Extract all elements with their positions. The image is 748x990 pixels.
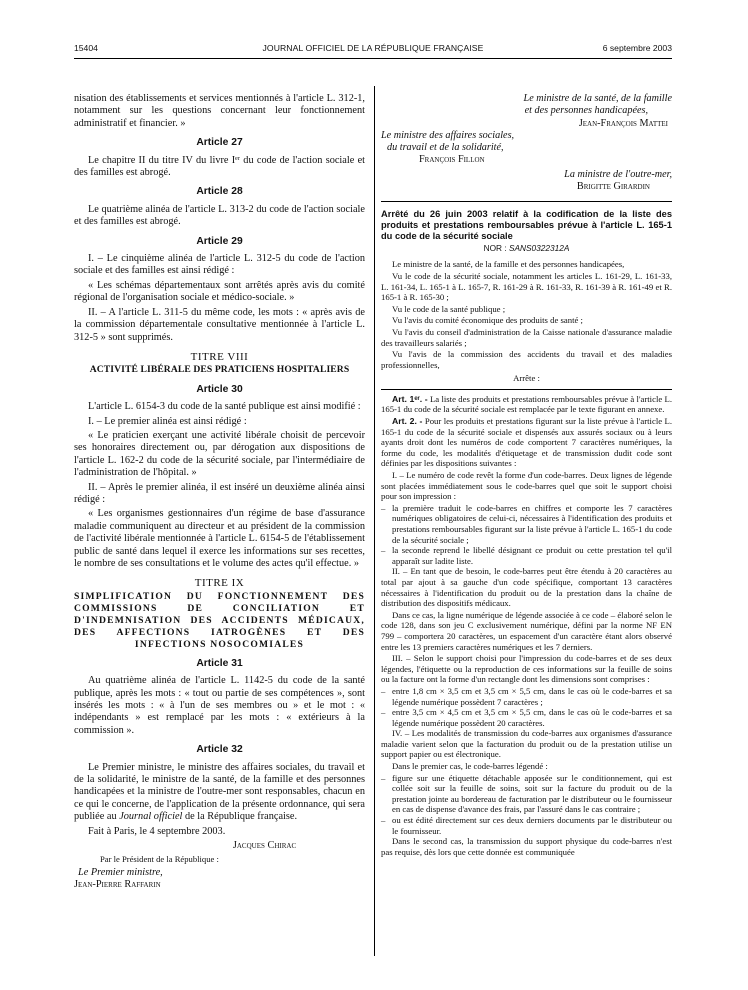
titre-8-subtitle: ACTIVITÉ LIBÉRALE DES PRATICIENS HOSPITALIERS (89, 364, 350, 376)
section-4-second-case: Dans le second cas, la transmission du support physique du code-barres n'est pas requise, dès lors que cette donnée est communiquée (381, 836, 672, 857)
article-31-heading: Article 31 (196, 657, 243, 669)
article-32-text (74, 762, 365, 824)
pm-title: Le Premier ministre, (78, 866, 163, 878)
list-item: – la première traduit le code-barres en chiffres et comporte les 7 caractères numériques obligatoires de celui-ci, nécessaires à l'identification des produits et prestations remboursables figurant sur la liste prévue à l'article L. 165-1 du code de la sécurité sociale ; (392, 503, 672, 545)
nor-reference (381, 243, 672, 254)
arrete-word: Arrête : (513, 373, 540, 384)
article-1-text: La liste des produits et prestations remboursables prévue à l'article L. 165-1 du code de la sécurité sociale est remplacée par le texte figurant en annexe. (381, 393, 673, 415)
journal-title: JOURNAL OFFICIEL DE LA RÉPUBLIQUE FRANÇAISE (262, 43, 484, 53)
visa-5: Vu l'avis du conseil d'administration de la Caisse nationale d'assurance maladie des travailleurs salariés ; (381, 326, 672, 348)
header-rule (74, 58, 672, 59)
article-30-heading: Article 30 (196, 383, 243, 395)
article-29-heading: Article 29 (196, 235, 243, 247)
minister-sante-title-1: Le ministre de la santé, de la famille (523, 93, 672, 104)
article-32-heading: Article 32 (196, 744, 243, 756)
president-by: Par le Président de la République : (100, 853, 219, 864)
minister-affaires-title-1: Le ministre des affaires sociales, (381, 129, 515, 141)
visa-4: Vu l'avis du comité économique des produits de santé ; (392, 315, 583, 326)
page-number: 15404 (74, 43, 98, 53)
section-3: III. – Selon le support choisi pour l'impression du code-barres et de ses deux légendes, l'étiquette ou la reproduction de ces informations sur la feuille de soins ou la facture ont la forme d'un rectangle dont les dimensions sont comprises : (381, 653, 672, 685)
journal-officiel-ref: Journal officiel (119, 811, 183, 823)
titre-9-heading: TITRE IX (194, 577, 245, 590)
right-column (381, 93, 672, 858)
list-item: – entre 1,8 cm × 3,5 cm et 3,5 cm × 5,5 cm, dans le cas où le code-barres et sa légende numérique possèdent 7 caractères ; (392, 686, 672, 707)
article-30-para-3: « Le praticien exerçant une activité libérale choisit de percevoir ses honoraires directement ou, par dérogation aux dispositions de l'article L. 162-2 du code de la sécurité sociale, par l'intermédiaire de l'administration de l'hôpital. » (74, 429, 365, 479)
visa-2: Vu le code de la sécurité sociale, notamment les articles L. 161-29, L. 161-33, L. 161-34, L. 165-1 à L. 165-7, R. 161-29 à R. 161-33, R. 161-39 à R. 161-49 et R. 165-1 à R. 165-30 ; (381, 270, 672, 303)
pm-name: Jean-Pierre Raffarin (74, 879, 161, 891)
section-3-list (381, 686, 672, 728)
section-1-list (381, 503, 672, 567)
article-28-heading: Article 28 (196, 186, 243, 198)
ministers-signatures (381, 93, 672, 193)
section-4-list (381, 773, 672, 837)
list-item: – entre 3,5 cm × 4,5 cm et 3,5 cm × 5,5 cm, dans le cas où le code-barres et sa légende numérique possèdent 20 caractères. (392, 707, 672, 728)
minister-affaires-name: François Fillon (419, 154, 485, 166)
nor-label: NOR : (483, 242, 507, 253)
article-27-heading: Article 27 (196, 137, 243, 149)
list-item: – la seconde reprend le libellé désignant ce produit ou cette prestation tel qu'il apparaît sur ladite liste. (392, 545, 672, 566)
titre-8-heading: TITRE VIII (190, 350, 249, 363)
minister-sante-name: Jean-François Mattei (578, 117, 668, 129)
page-header (74, 43, 672, 57)
article-2 (381, 416, 672, 469)
president-name: Jacques Chirac (232, 840, 297, 852)
article-30-para-1: L'article L. 6154-3 du code de la santé publique est ainsi modifié : (88, 401, 361, 413)
article-30-para-5: « Les organismes gestionnaires d'un régime de base d'assurance maladie communiquent au directeur et au président de la commission de l'activité libérale mentionnée à l'article L. 6154-5 de l'établissement public de santé dans lequel il exerce les informations sur ses recettes, le nombre de ses consultations et le volume des actes qu'il effectue. » (74, 508, 365, 569)
continued-paragraph: nisation des établissements et services mentionnés à l'article L. 312-1, notamment sur les questions concernant leur fonctionnement administratif et financier. » (74, 93, 365, 129)
article-29-para-2: « Les schémas départementaux sont arrêtés après avis du comité régional de l'organisation sociale et médico-sociale. » (74, 279, 365, 304)
column-divider (374, 86, 375, 956)
minister-sante-title-2: et des personnes handicapées, (524, 105, 648, 117)
article-2-text: Pour les produits et prestations figurant sur la liste prévue à l'article L. 165-1 du code de la sécurité sociale et dispensés aux assurés sociaux ou à leurs ayants droit dont les numéros de code comportent 7 caractères numériques, la forme du code, les modalités d'étiquetage et de transmission dudit code sont définies par les dispositions suivantes : (381, 416, 672, 469)
article-1 (381, 394, 672, 415)
section-1: I. – Le numéro de code revêt la forme d'un code-barres. Deux lignes de légende sont placées immédiatement sous le code-barres quel que soit le support choisi pour son impression : (381, 470, 672, 502)
list-item: – ou est édité directement sur ces deux derniers documents par le distributeur ou le fournisseur. (392, 815, 672, 836)
list-item: – figure sur une étiquette détachable apposée sur le conditionnement, qui est collée soit sur la feuille de soins, soit sur la facture du produit ou de la prestation jointe au bordereau de facturation par le distributeur ou le fournisseur en cas de dispense d'avance des frais, par l'assuré dans le cas contraire ; (392, 773, 672, 815)
article-29-para-3: II. – A l'article L. 311-5 du même code, les mots : « après avis de la commission départementale consultative mentionnée à l'article L. 312-5 » sont supprimés. (74, 306, 365, 343)
article-31-text: Au quatrième alinéa de l'article L. 1142-5 du code de la santé publique, après les mots : « tout ou partie de ses compétences », sont insérés les mots : « à l'un de ses membres ou » et le mot : « indépendants » est remplacé par les mots : « extérieurs à la commission ». (74, 675, 365, 736)
arrete-separator (381, 389, 672, 390)
minister-outremer-title: La ministre de l'outre-mer, (564, 168, 672, 180)
article-32-text-c: de la République française. (182, 811, 298, 823)
minister-outremer-name: Brigitte Girardin (576, 181, 650, 193)
place-date: Fait à Paris, le 4 septembre 2003. (88, 825, 226, 837)
issue-date: 6 septembre 2003 (602, 43, 672, 53)
article-30-para-4: II. – Après le premier alinéa, il est inséré un deuxième alinéa ainsi rédigé : (74, 481, 365, 505)
section-4-first-case: Dans le premier cas, le code-barres légendé : (392, 761, 548, 772)
article-27-text: Le chapitre II du titre IV du livre Iᵉʳ du code de l'action sociale et des familles est abrogé. (74, 154, 365, 179)
section-2: II. – En tant que de besoin, le code-barres peut être étendu à 20 caractères au total par ajout à sa gauche d'un code spécifique, comportant 13 caractères nécessaires à l'identification du produit ou de la prestation dans la chaîne de distribution des dispositifs médicaux. (381, 566, 672, 609)
article-30-para-2: I. – Le premier alinéa est ainsi rédigé : (88, 415, 247, 427)
section-separator (381, 201, 672, 202)
article-2-label: Art. 2. - (392, 416, 423, 427)
titre-9-subtitle: SIMPLIFICATION DU FONCTIONNEMENT DES COMMISSIONS DE CONCILIATION ET D'INDEMNISATION DES ACCIDENTS MÉDICAUX, DES AFFECTIONS IATROGÈNES ET DES INFECTIONS NOSOCOMIALES (74, 590, 365, 650)
article-32-text-a: Le Premier ministre, le ministre des affaires sociales, du travail et de la solidarité, le ministre de la santé, de la famille et des personnes handicapées et la ministre de l'outre-mer sont responsables, chacun en ce qui le concerne, de l'application de la présente ordonnance, qui sera publiée au (74, 761, 365, 823)
visa-3: Vu le code de la santé publique ; (392, 303, 506, 314)
left-column (74, 93, 365, 892)
arrete-title: Arrêté du 26 juin 2003 relatif à la codification de la liste des produits et prestations remboursables prévue à l'article L. 165-1 du code de la sécurité sociale (381, 209, 672, 241)
signature-block (74, 826, 365, 892)
article-28-text: Le quatrième alinéa de l'article L. 313-2 du code de l'action sociale et des familles est abrogé. (74, 203, 365, 228)
minister-affaires-title-2: du travail et de la solidarité, (387, 142, 504, 154)
visa-1: Le ministre de la santé, de la famille et des personnes handicapées, (392, 259, 625, 270)
nor-code: SANS0322312A (508, 242, 570, 253)
section-4: IV. – Les modalités de transmission du code-barres aux organismes d'assurance maladie varient selon que la facturation du produit ou de la prestation utilise un support papier ou est électronique. (381, 728, 672, 760)
visa-6: Vu l'avis de la commission des accidents du travail et des maladies professionnelles, (381, 349, 672, 370)
article-1-label: Art. 1ᵉʳ. - (392, 393, 428, 404)
article-29-para-1: I. – Le cinquième alinéa de l'article L. 312-5 du code de l'action sociale et des familles est ainsi rédigé : (74, 253, 365, 277)
section-2-cont: Dans ce cas, la ligne numérique de légende associée à ce code – élaboré selon le code 128, dans son jeu C exclusivement numérique, défini par la norme NF EN 799 – comportera 20 caractères, un espacement d'un caractère étant alors observé entre les 13 premiers caractères numériques et les 7 derniers. (381, 609, 672, 652)
